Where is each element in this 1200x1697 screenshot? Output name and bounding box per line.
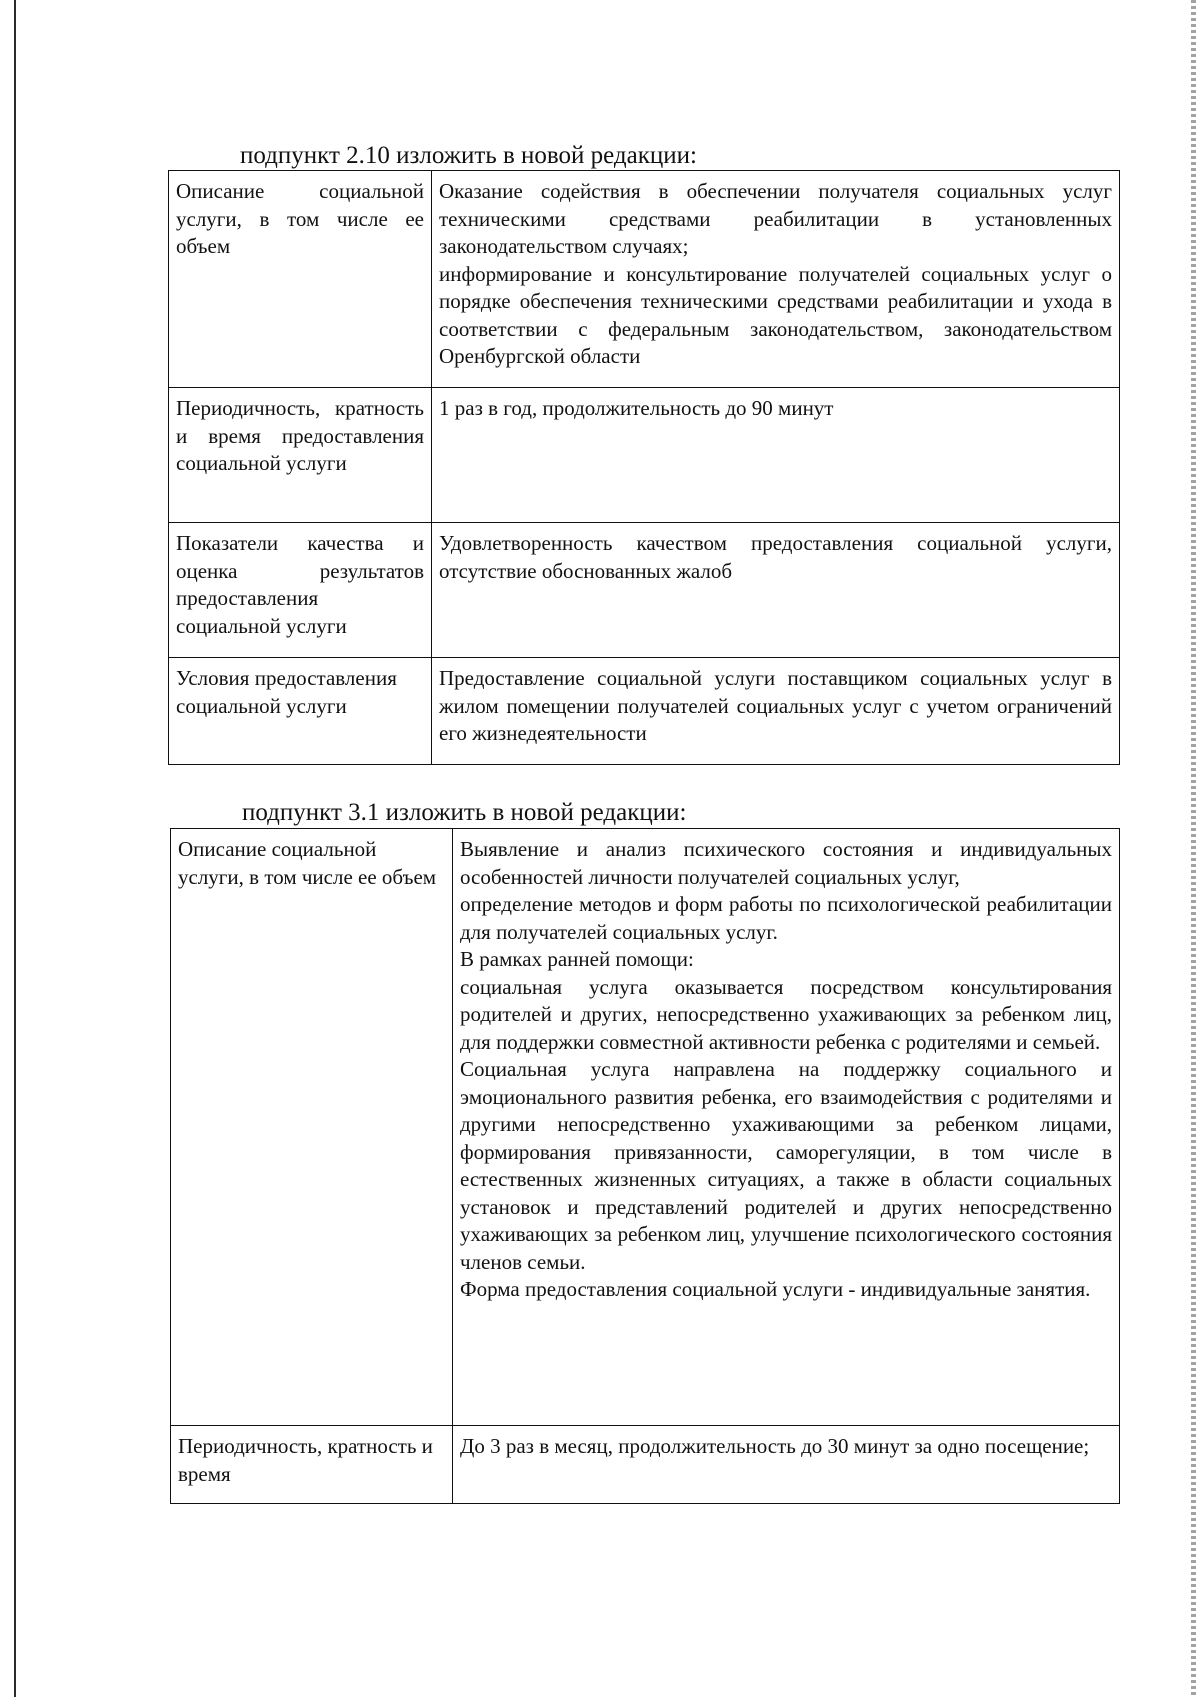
row-label: Периодичность, кратность и время предоставления социальной услуги xyxy=(176,396,424,475)
row-label: Описание социальной услуги, в том числе ее объем xyxy=(176,179,424,258)
service-table-2-10 xyxy=(168,170,1120,765)
content-paragraph: В рамках ранней помощи: xyxy=(460,947,694,971)
row-label-cell xyxy=(171,829,453,1426)
table-row xyxy=(169,523,1120,658)
row-content-cell xyxy=(432,523,1120,658)
row-label-cell xyxy=(169,171,432,388)
row-label: Показатели качества и оценка результатов предоставления социальной услуги xyxy=(176,531,424,638)
row-label-cell xyxy=(171,1426,453,1504)
table-row xyxy=(171,1426,1120,1504)
row-content-cell xyxy=(453,829,1120,1426)
service-table-3-1 xyxy=(170,828,1120,1504)
content-paragraph: определение методов и форм работы по психологической реабилитации для получателей социальных услуг. xyxy=(460,892,1112,944)
table-row xyxy=(169,658,1120,765)
content-paragraph: Предоставление социальной услуги поставщиком социальных услуг в жилом помещении получателей социальных услуг с учетом ограничений его жизнедеятельности xyxy=(439,666,1112,745)
row-content-cell xyxy=(432,171,1120,388)
row-label-cell xyxy=(169,523,432,658)
row-label: Условия предоставления социальной услуги xyxy=(176,666,397,718)
row-label-cell xyxy=(169,388,432,523)
content-paragraph: Оказание содействия в обеспечении получателя социальных услуг техническими средствами реабилитации в установленных законодательством случаях; xyxy=(439,179,1112,258)
scan-edge-left xyxy=(14,0,16,1697)
scan-edge-right xyxy=(1191,0,1196,1697)
table-row xyxy=(169,388,1120,523)
content-paragraph: информирование и консультирование получателей социальных услуг о порядке обеспечения техническими средствами реабилитации и ухода в соответствии с федеральным законодательством, законодательством Оренбургской области xyxy=(439,261,1112,368)
row-label-cell xyxy=(169,658,432,765)
content-paragraph: До 3 раз в месяц, продолжительность до 30 минут за одно посещение; xyxy=(460,1434,1090,1458)
section-heading-3-1: подпункт 3.1 изложить в новой редакции: xyxy=(242,799,687,826)
content-paragraph: Социальная услуга направлена на поддержку социального и эмоционального развития ребенка, его взаимодействия с родителями и другими непосредственно ухаживающими за ребенком лицами, формирования привязанности, саморегуляции, в том числе в естественных жизненных ситуациях, а также в области социальных установок и представлений родителей и других непосредственно ухаживающих за ребенком лиц, улучшение психологического состояния членов семьи. xyxy=(460,1057,1112,1274)
content-paragraph: 1 раз в год, продолжительность до 90 минут xyxy=(439,396,834,420)
row-content-cell xyxy=(432,658,1120,765)
row-content-cell xyxy=(453,1426,1120,1504)
content-paragraph: социальная услуга оказывается посредством консультирования родителей и других, непосредственно ухаживающих за ребенком лиц, для поддержки совместной активности ребенка с родителями и семьей. xyxy=(460,974,1112,1054)
table-row xyxy=(171,829,1120,1426)
content-paragraph: Выявление и анализ психического состояния и индивидуальных особенностей личности получателей социальных услуг, xyxy=(460,837,1112,889)
content-paragraph: Форма предоставления социальной услуги - индивидуальные занятия. xyxy=(460,1277,1091,1301)
table-row xyxy=(169,171,1120,388)
row-label: Описание социальной услуги, в том числе ее объем xyxy=(178,837,437,889)
section-heading-2-10: подпункт 2.10 изложить в новой редакции: xyxy=(240,142,697,169)
row-content-cell xyxy=(432,388,1120,523)
row-label: Периодичность, кратность и время xyxy=(178,1434,433,1486)
content-paragraph: Удовлетворенность качеством предоставления социальной услуги, отсутствие обоснованных жалоб xyxy=(439,531,1112,583)
